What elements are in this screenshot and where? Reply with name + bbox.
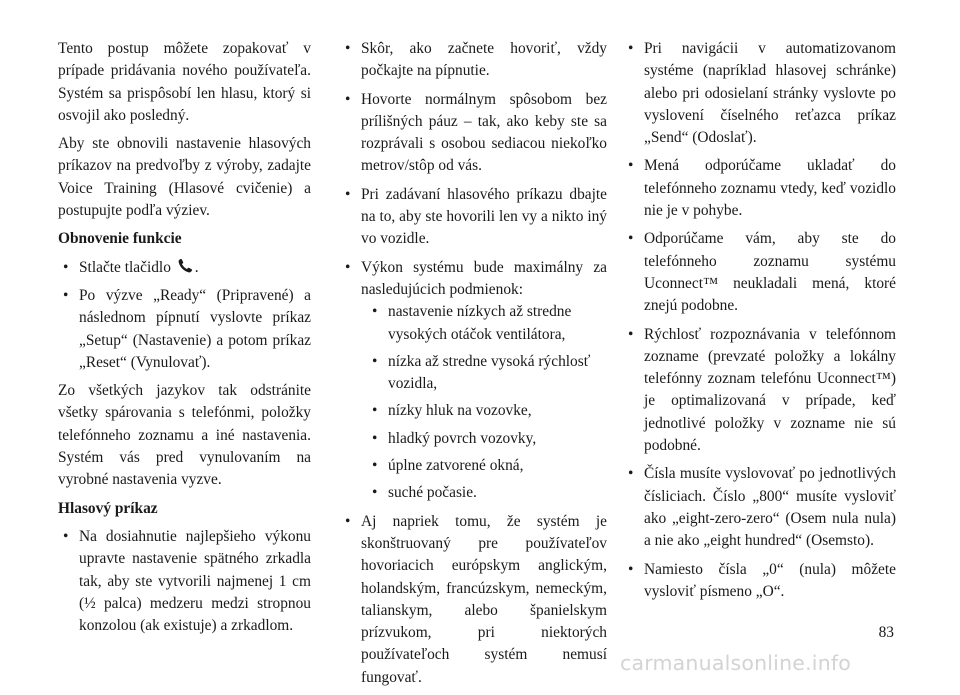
list-item: • Hovorte normálnym spôsobom bez prílišných páuz – tak, ako keby ste sa rozprávali s osobou sediacou niekoľko metrov/stôp od vás. bbox=[340, 89, 607, 178]
voice-tips-list bbox=[340, 38, 607, 689]
restore-steps-list bbox=[58, 257, 311, 374]
list-item: • Odporúčame vám, aby ste do telefónneho zoznamu systému Uconnect™ neukladali mená, ktoré znejú podobne. bbox=[623, 228, 896, 317]
watermark: carmanualsonline.info bbox=[620, 651, 852, 675]
condition-item: • hladký povrch vozovky, bbox=[361, 428, 607, 450]
list-item bbox=[58, 257, 311, 279]
list-item: • Pri zadávaní hlasového príkazu dbajte na to, aby ste hovorili len vy a nikto iný vo vozidle. bbox=[340, 184, 607, 251]
paragraph: Zo všetkých jazykov tak odstránite všetky spárovania s telefónmi, položky telefónneho zoznamu a iné nastavenia. Systém vás pred vynulovaním na vyrobné nastavenia vyzve. bbox=[58, 382, 311, 489]
condition-item: • suché počasie. bbox=[361, 482, 607, 504]
paragraph: Tento postup môžete zopakovať v prípade pridávania nového používateľa. Systém sa prispôsobí len hlasu, ktorý si osvojil ako posledný. bbox=[58, 40, 311, 124]
list-item: • Pri navigácii v automatizovanom systéme (napríklad hlasovej schránke) alebo pri odosielaní stránky vyslovte po vyslovení číselného reťazca príkaz „Send“ (Odoslať). bbox=[623, 38, 896, 149]
condition-item: • nízka až stredne vysoká rýchlosť vozidla, bbox=[361, 351, 607, 396]
list-item-text: Stlačte tlačidlo bbox=[79, 258, 171, 276]
list-item-text: Výkon systému bude maximálny za nasledujúcich podmienok: bbox=[361, 258, 607, 298]
list-item bbox=[340, 257, 607, 505]
text-column-1 bbox=[58, 38, 311, 643]
list-item: • Po výzve „Ready“ (Pripravené) a následnom pípnutí vyslovte príkaz „Setup“ (Nastavenie) a potom príkaz „Reset“ (Vynulovať). bbox=[58, 285, 311, 374]
section-heading-restore: Obnovenie funkcie bbox=[58, 230, 182, 248]
page-number: 83 bbox=[878, 624, 894, 641]
voice-tips-list bbox=[623, 38, 896, 603]
voice-tips-list bbox=[58, 526, 311, 637]
text-column-2 bbox=[340, 38, 607, 695]
list-item: • Skôr, ako začnete hovoriť, vždy počkajte na pípnutie. bbox=[340, 38, 607, 83]
conditions-list bbox=[361, 301, 607, 504]
text-column-3 bbox=[623, 38, 896, 609]
list-item: • Na dosiahnutie najlepšieho výkonu upravte nastavenie spätného zrkadla tak, aby ste vytvorili najmenej 1 cm (½ palca) medzeru medzi stropnou konzolou (ak existuje) a zrkadlom. bbox=[58, 526, 311, 637]
paragraph: Aby ste obnovili nastavenie hlasových príkazov na predvoľby z výroby, zadajte Voice Training (Hlasové cvičenie) a postupujte podľa výziev. bbox=[58, 135, 311, 220]
list-item: • Čísla musíte vyslovovať po jednotlivých čísliciach. Číslo „800“ musíte vysloviť ako „eight-zero-zero“ (Osem nula nula) a nie ako „eight hundred“ (Osemsto). bbox=[623, 463, 896, 552]
phone-icon bbox=[177, 258, 193, 274]
list-item: • Namiesto čísla „0“ (nula) môžete vysloviť písmeno „O“. bbox=[623, 559, 896, 604]
list-item: • Aj napriek tomu, že systém je skonštruovaný pre používateľov hovoriacich európskym anglickým, holandským, francúzskym, nemeckým, talianskym, alebo španielskym prízvukom, pri niektorých používateľoch systém nemusí fungovať. bbox=[340, 511, 607, 689]
list-item: • Rýchlosť rozpoznávania v telefónnom zozname (prevzaté položky a lokálny telefónny zoznam telefónu Uconnect™) je optimalizovaná v prípade, keď jednotlivé položky v zozname nie sú podobné. bbox=[623, 324, 896, 458]
list-item-punctuation: . bbox=[194, 258, 199, 276]
list-item: • Mená odporúčame ukladať do telefónneho zoznamu vtedy, keď vozidlo nie je v pohybe. bbox=[623, 155, 896, 222]
section-heading-voice: Hlasový príkaz bbox=[58, 499, 158, 517]
condition-item: • úplne zatvorené okná, bbox=[361, 455, 607, 477]
condition-item: • nastavenie nízkych až stredne vysokých otáčok ventilátora, bbox=[361, 301, 607, 346]
condition-item: • nízky hluk na vozovke, bbox=[361, 400, 607, 422]
